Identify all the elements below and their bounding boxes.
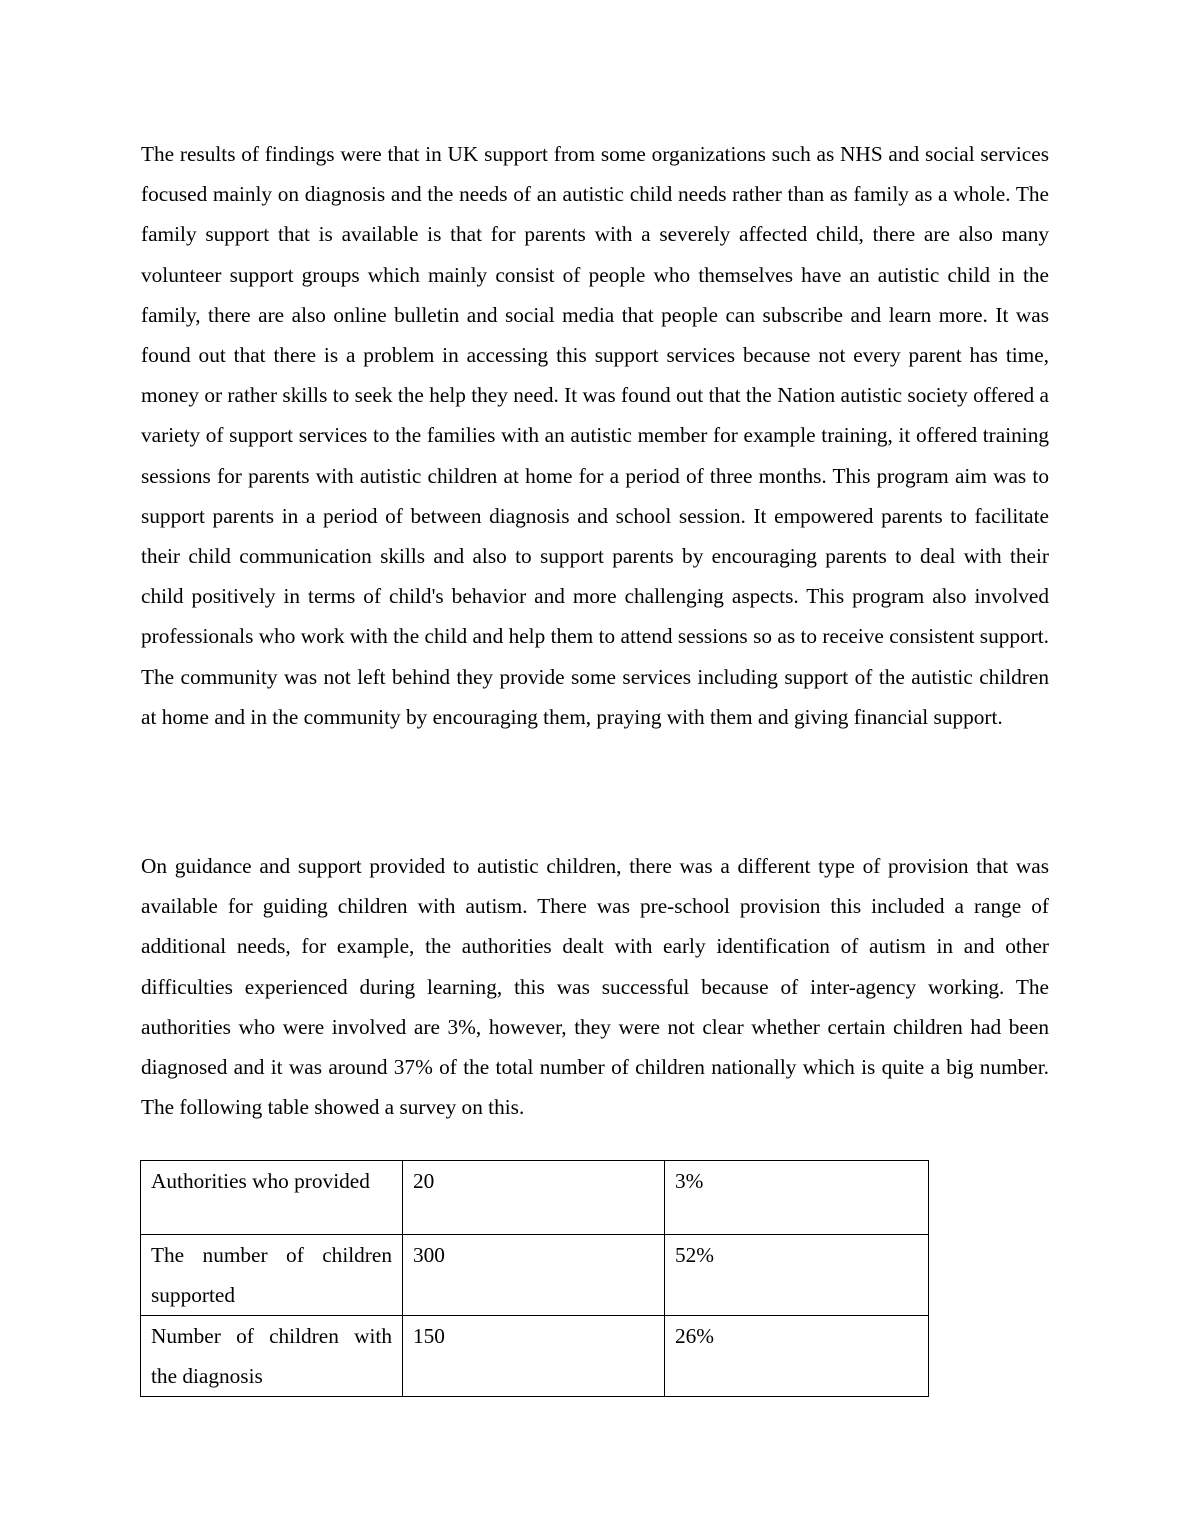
table-row bbox=[141, 1235, 929, 1316]
paragraph-support-findings: The results of findings were that in UK support from some organizations such as NHS and social services focused mainly on diagnosis and the needs of an autistic child needs rather than as family as a whole. The family support that is available is that for parents with a severely affected child, there are also many volunteer support groups which mainly consist of people who themselves have an autistic child in the family, there are also online bulletin and social media that people can subscribe and learn more. It was found out that there is a problem in accessing this support services because not every parent has time, money or rather skills to seek the help they need. It was found out that the Nation autistic society offered a variety of support services to the families with an autistic member for example training, it offered training sessions for parents with autistic children at home for a period of three months. This program aim was to support parents in a period of between diagnosis and school session. It empowered parents to facilitate their child communication skills and also to support parents by encouraging parents to deal with their child positively in terms of child's behavior and more challenging aspects. This program also involved professionals who work with the child and help them to attend sessions so as to receive consistent support. The community was not left behind they provide some services including support of the autistic children at home and in the community by encouraging them, praying with them and giving financial support. bbox=[141, 142, 1049, 729]
table-cell-percent: 52% bbox=[665, 1235, 929, 1316]
table-row bbox=[141, 1316, 929, 1397]
paragraph-guidance-support: On guidance and support provided to autistic children, there was a different type of provision that was available for guiding children with autism. There was pre-school provision this included a range of additional needs, for example, the authorities dealt with early identification of autism in and other difficulties experienced during learning, this was successful because of inter-agency working. The authorities who were involved are 3%, however, they were not clear whether certain children had been diagnosed and it was around 37% of the total number of children nationally which is quite a big number. The following table showed a survey on this. bbox=[141, 854, 1049, 1120]
table-cell-label: Number of children with the diagnosis bbox=[141, 1316, 403, 1397]
table-cell-percent: 3% bbox=[665, 1161, 929, 1235]
table-row bbox=[141, 1161, 929, 1235]
table-cell-count: 150 bbox=[403, 1316, 665, 1397]
survey-table bbox=[140, 1160, 929, 1397]
table-cell-count: 20 bbox=[403, 1161, 665, 1235]
table-cell-percent: 26% bbox=[665, 1316, 929, 1397]
table-cell-label: Authorities who provided bbox=[141, 1161, 403, 1235]
table-cell-count: 300 bbox=[403, 1235, 665, 1316]
table-cell-label: The number of children supported bbox=[141, 1235, 403, 1316]
